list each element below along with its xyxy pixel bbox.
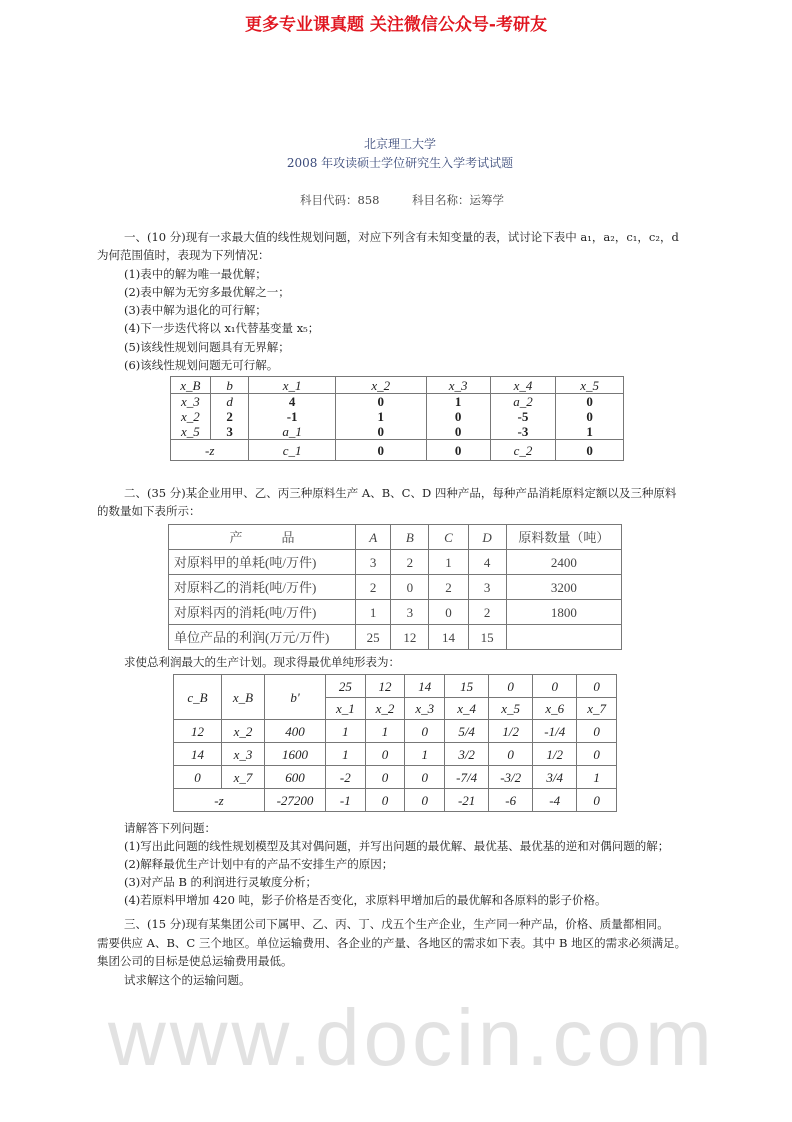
table-row: [171, 409, 624, 424]
variable-header: x_5: [489, 698, 533, 720]
column-header: x_2: [335, 377, 426, 394]
table-cell: 0: [577, 720, 617, 743]
objective-row: [174, 789, 617, 812]
table-cell: x_7: [222, 766, 265, 789]
table-row: [171, 394, 624, 410]
table-row: [169, 575, 622, 600]
table-cell: 0: [335, 440, 426, 461]
table-cell: -4: [533, 789, 577, 812]
q1-item: (6)该线性规划问题无可行解。: [124, 358, 279, 372]
watermark: www.docin.com: [108, 993, 716, 1082]
table-cell: -1/4: [533, 720, 577, 743]
table-cell: 3: [468, 575, 506, 600]
table-row: [174, 766, 617, 789]
table-cell: 12: [391, 625, 429, 650]
q1-item: (3)表中解为退化的可行解；: [124, 303, 267, 317]
cost-coefficient: 15: [445, 675, 489, 698]
table-cell: 0: [405, 789, 445, 812]
cost-coefficient: 14: [405, 675, 445, 698]
table-row: [171, 424, 624, 440]
q2-intro-line1: 二、(35 分)某企业用甲、乙、丙三种原料生产 A、B、C、D 四种产品，每种产品消耗原料定额以及三种原料: [124, 486, 677, 500]
q3-task: 试求解这个的运输问题。: [124, 973, 251, 987]
table-cell: x_3: [171, 394, 211, 410]
q3-line: 集团公司的目标是使总运输费用最低。: [97, 954, 293, 968]
promo-banner: 更多专业课真题 关注微信公众号-考研友: [245, 15, 547, 35]
table-cell: 14: [429, 625, 468, 650]
table-cell: -27200: [265, 789, 326, 812]
table-cell: a_1: [249, 424, 335, 440]
cost-coefficient: 0: [489, 675, 533, 698]
table-cell: 单位产品的利润(万元/万件): [169, 625, 356, 650]
q1-simplex-table: [170, 376, 624, 461]
variable-header: x_1: [326, 698, 366, 720]
table-cell: 1: [426, 394, 490, 410]
table-cell: 1: [365, 720, 405, 743]
cost-coefficient: 12: [365, 675, 405, 698]
q2-question: (2)解释最优生产计划中有的产品不安排生产的原因；: [124, 857, 394, 871]
table-cell: c_1: [249, 440, 335, 461]
q1-item: (5)该线性规划问题具有无界解；: [124, 340, 290, 354]
table-cell: -3: [490, 424, 556, 440]
variable-header: x_6: [533, 698, 577, 720]
table-header-row: [171, 377, 624, 394]
table-row: [169, 625, 622, 650]
table-cell: -z: [174, 789, 265, 812]
q2-question: (1)写出此问题的线性规划模型及其对偶问题，并写出问题的最优解、最优基、最优基的逆和对偶问题的解；: [124, 839, 670, 853]
table-cell: 0: [405, 766, 445, 789]
q2-intro-line2: 的数量如下表所示：: [97, 504, 201, 518]
table-cell: 0: [426, 409, 490, 424]
table-cell: 2400: [506, 550, 621, 575]
table-cell: -1: [326, 789, 366, 812]
column-header: 原料数量（吨）: [506, 525, 621, 550]
table-cell: 3/2: [445, 743, 489, 766]
cost-coefficient: 0: [577, 675, 617, 698]
column-header: x_3: [426, 377, 490, 394]
table-cell: x_2: [171, 409, 211, 424]
variable-header: x_4: [445, 698, 489, 720]
q2-questions-intro: 请解答下列问题：: [124, 821, 216, 835]
table-row: [169, 600, 622, 625]
table-cell: x_3: [222, 743, 265, 766]
column-header: D: [468, 525, 506, 550]
column-header: C: [429, 525, 468, 550]
column-header: b: [210, 377, 249, 394]
q1-item: (2)表中解为无穷多最优解之一；: [124, 285, 290, 299]
table-cell: 0: [556, 440, 624, 461]
table-cell: 对原料乙的消耗(吨/万件): [169, 575, 356, 600]
table-row: [169, 550, 622, 575]
table-cell: 1: [356, 600, 391, 625]
table-cell: 0: [556, 409, 624, 424]
column-header: x_1: [249, 377, 335, 394]
table-cell: 1: [335, 409, 426, 424]
table-cell: 14: [174, 743, 222, 766]
table-row: [174, 720, 617, 743]
cost-coefficient: 25: [326, 675, 366, 698]
table-cell: -2: [326, 766, 366, 789]
table-cell: 1/2: [533, 743, 577, 766]
table-cell: 25: [356, 625, 391, 650]
variable-header: x_3: [405, 698, 445, 720]
table-cell: 0: [429, 600, 468, 625]
column-header: x_B: [222, 675, 265, 720]
table-cell: 3: [356, 550, 391, 575]
table-cell: 4: [249, 394, 335, 410]
column-header: b': [265, 675, 326, 720]
table-header-row: [174, 675, 617, 698]
table-cell: 12: [174, 720, 222, 743]
table-cell: a_2: [490, 394, 556, 410]
table-cell: 0: [174, 766, 222, 789]
subject-code: 科目代码：858: [300, 193, 380, 207]
table-cell: 2: [210, 409, 249, 424]
column-header: c_B: [174, 675, 222, 720]
table-cell: 2: [429, 575, 468, 600]
objective-row: [171, 440, 624, 461]
table-cell: 1: [429, 550, 468, 575]
table-cell: 0: [556, 394, 624, 410]
column-header: x_5: [556, 377, 624, 394]
table-cell: 3: [210, 424, 249, 440]
exam-title: 2008 年攻读硕士学位研究生入学考试试题: [286, 156, 514, 170]
table-header-row: [169, 525, 622, 550]
column-header: 产 品: [169, 525, 356, 550]
table-cell: 0: [405, 720, 445, 743]
table-cell: 0: [335, 424, 426, 440]
q1-item: (4)下一步迭代将以 x₁代替基变量 x₅；: [124, 321, 320, 335]
table-cell: 1: [577, 766, 617, 789]
q2-question: (3)对产品 B 的利润进行灵敏度分析；: [124, 875, 318, 889]
table-cell: 3: [391, 600, 429, 625]
table-cell: 对原料丙的消耗(吨/万件): [169, 600, 356, 625]
table-cell: -6: [489, 789, 533, 812]
table-cell: 0: [391, 575, 429, 600]
q1-intro-line1: 一、(10 分)现有一求最大值的线性规划问题，对应下列含有未知变量的表，试讨论下表中 a₁，a₂，c₁，c₂，d: [124, 230, 679, 244]
table-cell: 0: [365, 766, 405, 789]
table-cell: -z: [171, 440, 249, 461]
table-cell: 0: [577, 789, 617, 812]
table-cell: 0: [426, 440, 490, 461]
q3-line: 需要供应 A、B、C 三个地区。单位运输费用、各企业的产量、各地区的需求如下表。其中 B 地区的需求必须满足。: [97, 936, 687, 950]
q3-line: 三、(15 分)现有某集团公司下属甲、乙、丙、丁、戊五个生产企业，生产同一种产品，价格、质量都相同。: [124, 917, 669, 931]
column-header: x_4: [490, 377, 556, 394]
q2-question: (4)若原料甲增加 420 吨，影子价格是否变化，求原料甲增加后的最优解和各原料的影子价格。: [124, 893, 607, 907]
table-cell: 1: [556, 424, 624, 440]
q2-resource-table: [168, 524, 622, 650]
table-cell: -7/4: [445, 766, 489, 789]
table-cell: 1600: [265, 743, 326, 766]
table-cell: 0: [365, 789, 405, 812]
table-cell: 400: [265, 720, 326, 743]
cost-coefficient: 0: [533, 675, 577, 698]
table-cell: 0: [577, 743, 617, 766]
table-cell: c_2: [490, 440, 556, 461]
table-cell: 3200: [506, 575, 621, 600]
variable-header: x_7: [577, 698, 617, 720]
table-cell: 1/2: [489, 720, 533, 743]
table-cell: -1: [249, 409, 335, 424]
table-cell: x_5: [171, 424, 211, 440]
table-cell: -5: [490, 409, 556, 424]
table-cell: -3/2: [489, 766, 533, 789]
table-cell: 2: [468, 600, 506, 625]
q2-optimal-simplex-table: [173, 674, 617, 812]
column-header: A: [356, 525, 391, 550]
table-cell: 1: [326, 743, 366, 766]
table-cell: 4: [468, 550, 506, 575]
table-cell: -21: [445, 789, 489, 812]
q2-mid-text: 求使总利润最大的生产计划。现求得最优单纯形表为：: [124, 655, 400, 669]
table-cell: 1: [326, 720, 366, 743]
table-cell: 对原料甲的单耗(吨/万件): [169, 550, 356, 575]
table-cell: 1800: [506, 600, 621, 625]
table-cell: 5/4: [445, 720, 489, 743]
table-cell: 3/4: [533, 766, 577, 789]
column-header: B: [391, 525, 429, 550]
table-cell: 0: [426, 424, 490, 440]
q1-intro-line2: 为何范围值时，表现为下列情况：: [97, 248, 270, 262]
table-cell: 0: [365, 743, 405, 766]
table-cell: x_2: [222, 720, 265, 743]
table-cell: 0: [335, 394, 426, 410]
table-cell: 0: [489, 743, 533, 766]
table-cell: d: [210, 394, 249, 410]
table-cell: 15: [468, 625, 506, 650]
table-cell: 1: [405, 743, 445, 766]
university-name: 北京理工大学: [363, 137, 436, 151]
table-row: [174, 743, 617, 766]
table-cell: 2: [356, 575, 391, 600]
table-cell: 600: [265, 766, 326, 789]
table-cell: 2: [391, 550, 429, 575]
column-header: x_B: [171, 377, 211, 394]
subject-name: 科目名称：运筹学: [412, 193, 504, 207]
table-cell: [506, 625, 621, 650]
variable-header: x_2: [365, 698, 405, 720]
q1-item: (1)表中的解为唯一最优解；: [124, 267, 267, 281]
